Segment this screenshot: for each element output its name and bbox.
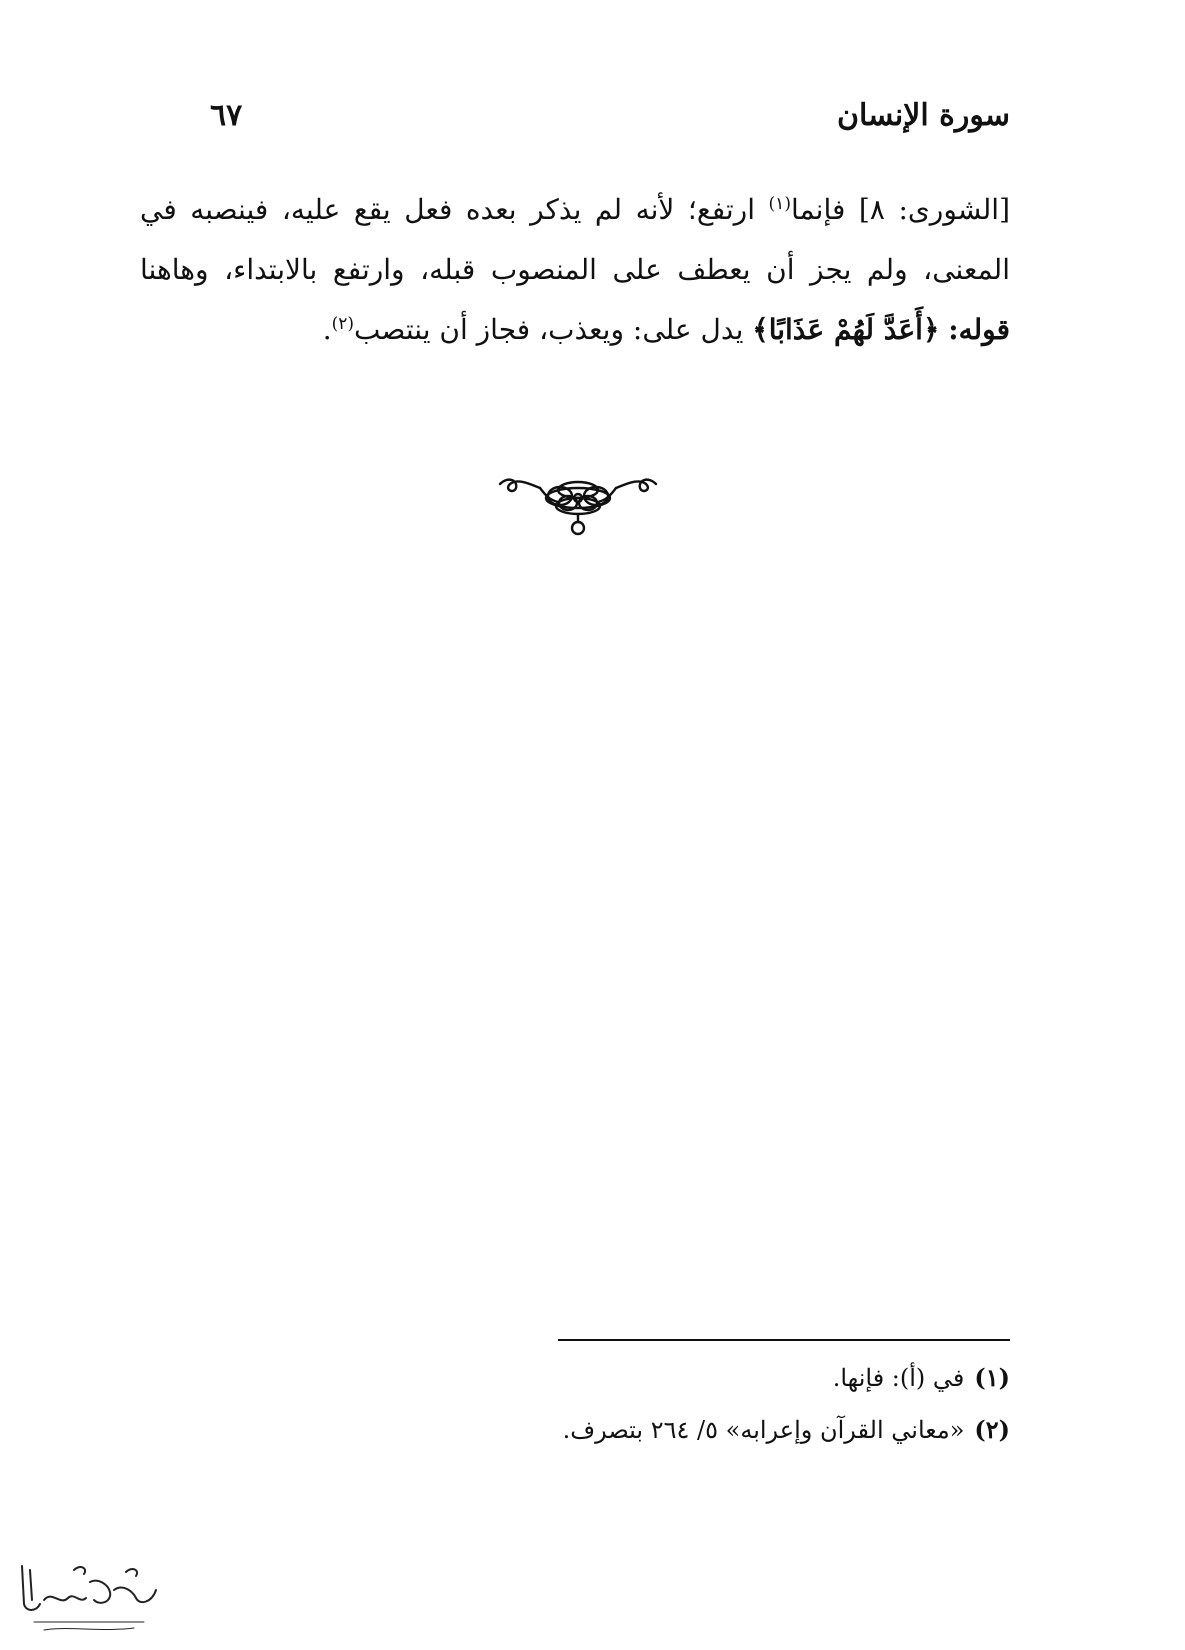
footnote-2-number: (٢) [974,1415,1010,1444]
floral-knot-ornament-icon [498,470,658,540]
body-line-3 [140,300,1010,360]
body-paragraph [140,180,1010,360]
footnote-ref-1: (١) [768,194,791,214]
footnote-1-number: (١) [974,1363,1010,1392]
calligraphy-logo-icon [14,1560,164,1640]
footnotes [500,1352,1010,1456]
footnote-divider [558,1339,1010,1341]
body-line-3-middle: يدل على: ويعذب، فجاز أن ينتصب [354,313,753,346]
surah-title: سورة الإنسان [836,98,1010,133]
footnote-2-text: «معاني القرآن وإعرابه» ٥/ ٢٦٤ بتصرف. [562,1416,965,1444]
footnote-1-text: في (أ): فإنها. [832,1364,965,1392]
footnote-2 [500,1404,1010,1456]
quote-lead: قوله: [948,313,1010,346]
page-number: ٦٧ [210,98,243,133]
body-line-1 [140,180,1010,240]
body-line-1-start: [الشورى: ٨] فإنما [790,193,1010,226]
quran-verse: ﴿أَعَدَّ لَهُمْ عَذَابًا﴾ [752,313,940,346]
body-line-3-end: . [322,313,332,346]
footnote-ref-2: (٢) [331,314,355,334]
body-line-2: المعنى، ولم يجز أن يعطف على المنصوب قبله، وارتفع بالابتداء، وهاهنا [140,253,1010,286]
footnote-1 [500,1352,1010,1404]
page-header [210,98,1010,144]
body-line-1-end: ارتفع؛ لأنه لم يذكر بعده فعل يقع عليه، فينصبه في [140,193,769,226]
